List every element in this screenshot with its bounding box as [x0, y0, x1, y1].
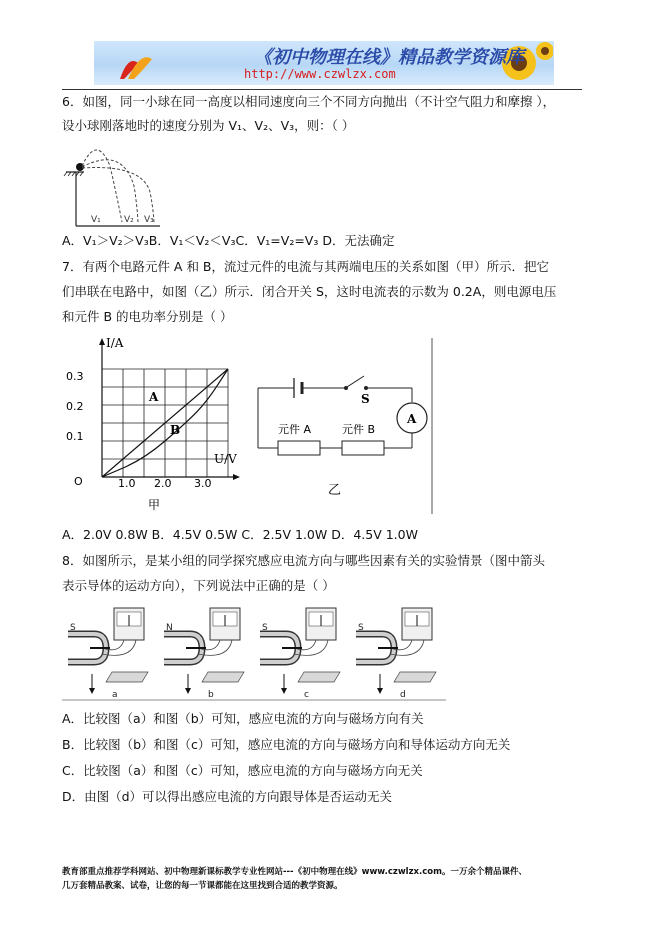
x-tick-origin: O: [74, 475, 83, 488]
chart-caption: 甲: [148, 498, 161, 512]
q8-option-b: B．比较图（b）和图（c）可知，感应电流的方向与磁场方向和导体运动方向无关: [62, 737, 511, 752]
y-tick-0.1: 0.1: [66, 430, 84, 443]
q7-options: A．2.0V 0.8W B．4.5V 0.5W C．2.5V 1.0W D．4.5V 1.0W: [62, 527, 418, 542]
header-rule: [62, 89, 582, 90]
q6-v2-label: V₂: [124, 215, 134, 225]
element-a-resistor: [278, 441, 320, 455]
induction-panel: [68, 608, 148, 700]
chart-y-axis-arrow: [99, 338, 105, 345]
iv-chart: [62, 335, 252, 515]
x-tick-2: 2.0: [154, 477, 172, 490]
x-tick-3: 3.0: [194, 477, 212, 490]
chart-y-axis-label: I/A: [106, 336, 124, 350]
series-b-label: B: [170, 423, 181, 437]
q8-induction-figure: [62, 604, 446, 704]
banner-url: http://www.czwlzx.com: [244, 67, 396, 81]
y-tick-0.2: 0.2: [66, 400, 84, 413]
element-a-label: 元件 A: [278, 423, 312, 436]
site-logo-icon: [114, 45, 158, 83]
q6-line1: 6．如图，同一小球在同一高度以相同速度向三个不同方向抛出（不计空气阻力和摩擦 ），: [62, 94, 556, 109]
magnet-pole-label: S: [358, 623, 364, 633]
q8-line2: 表示导体的运动方向），下列说法中正确的是（ ）: [62, 578, 335, 593]
element-b-label: 元件 B: [342, 423, 376, 436]
q8-option-d: D．由图（d）可以得出感应电流的方向跟导体是否运动无关: [62, 789, 393, 804]
switch-label: S: [361, 392, 370, 406]
q6-v3-label: V₃: [144, 215, 154, 225]
q8-line1: 8．如图所示，是某小组的同学探究感应电流方向与哪些因素有关的实验情景（图中箭头: [62, 553, 545, 568]
banner-title: 《初中物理在线》精品教学资源库: [254, 47, 524, 68]
y-tick-0.3: 0.3: [66, 370, 84, 383]
header-banner: [94, 41, 554, 85]
circuit-caption: 乙: [328, 483, 342, 498]
q7-line1: 7．有两个电路元件 A 和 B，流过元件的电流与其两端电压的关系如图（甲）所示．把它: [62, 259, 550, 274]
q6-projectile-figure: [62, 142, 162, 228]
x-tick-1: 1.0: [118, 477, 136, 490]
footer-line1: 教育部重点推荐学科网站、初中物理新课标教学专业性网站---《初中物理在线》www.czwlzx.com。一万余个精品课件、: [62, 867, 527, 877]
series-a-label: A: [149, 390, 159, 404]
chart-x-axis-arrow: [233, 474, 240, 480]
magnet-pole-label: N: [166, 623, 173, 633]
q8-option-a: A．比较图（a）和图（b）可知，感应电流的方向与磁场方向有关: [62, 711, 424, 726]
q7-line2: 们串联在电路中，如图（乙）所示．闭合开关 S，这时电流表的示数为 0.2A，则电源电压: [62, 284, 557, 299]
ammeter-label: A: [407, 412, 417, 426]
panel-label: a: [112, 690, 118, 700]
footer-line2: 几万套精品教案、试卷，让您的每一节课都能在这里找到合适的教学资源。: [62, 881, 343, 891]
magnet-pole-label: S: [262, 623, 268, 633]
panel-label: c: [304, 690, 309, 700]
q7-line3: 和元件 B 的电功率分别是（ ）: [62, 309, 233, 324]
q6-options: A．V₁＞V₂＞V₃B．V₁＜V₂＜V₃C．V₁=V₂=V₃ D．无法确定: [62, 233, 395, 248]
magnet-pole-label: S: [70, 623, 76, 633]
q7-circuit-diagram: [252, 338, 434, 516]
induction-panel: [356, 608, 436, 700]
q6-v1-label: V₁: [91, 215, 101, 225]
induction-panel: [164, 608, 244, 700]
q6-line2: 设小球刚落地时的速度分别为 V₁、V₂、V₃，则：（ ）: [62, 118, 355, 133]
induction-panel: [260, 608, 340, 700]
panel-label: b: [208, 690, 214, 700]
element-b-resistor: [342, 441, 384, 455]
q8-option-c: C．比较图（a）和图（c）可知，感应电流的方向与磁场方向无关: [62, 763, 423, 778]
panel-label: d: [400, 690, 406, 700]
chart-x-axis-label: U/V: [214, 452, 237, 466]
